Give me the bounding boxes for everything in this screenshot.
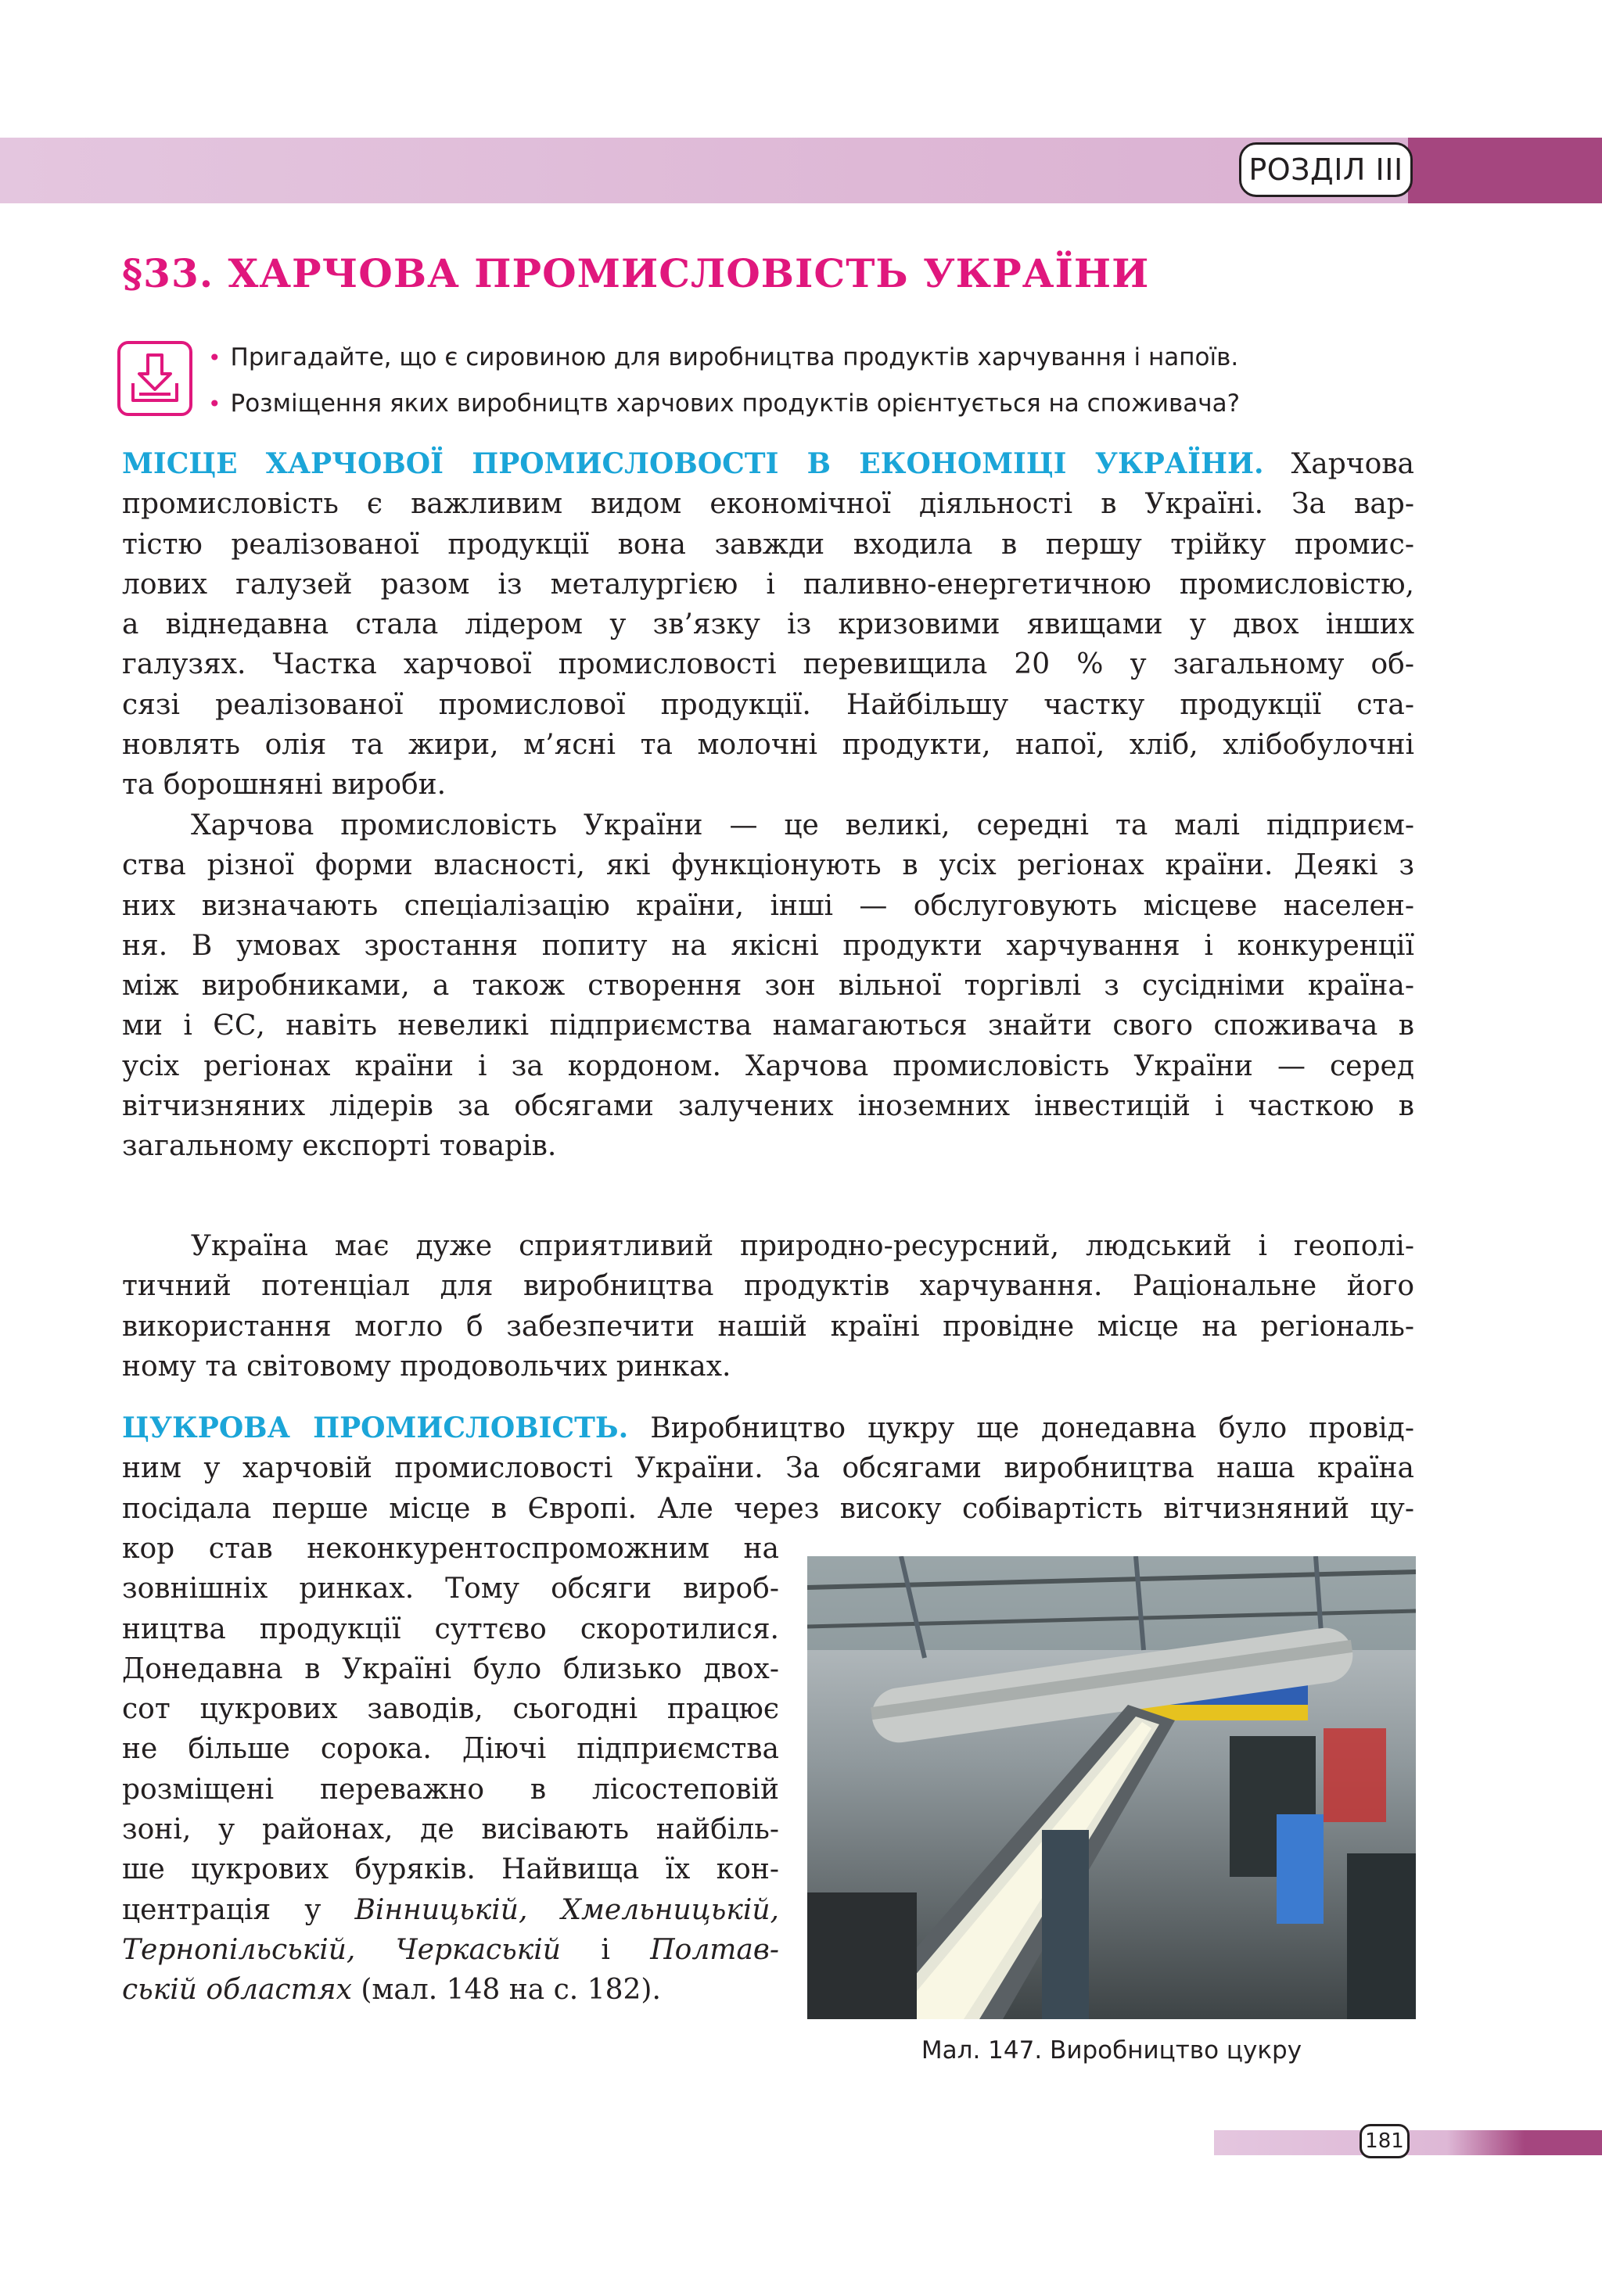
section-1-paragraph-1: МІСЦЕ ХАРЧОВОЇ ПРОМИСЛОВОСТІ В ЕКОНОМІЦІ УКРАЇНИ. Харчова промисловість є важливим видом економічної діяльності в Україні. За вар- тістю реалізованої продукції вона завжди входила в першу трійку промис- лових галузей разом із металургією і паливно-енергетичною промисловістю, а віднедавна стала лідером у зв’язку із кризовими явищами у двох інших галузях. Частка харчової промисловості перевищила 20 % у загальному об- сязі реалізованої промислової продукції. Найбільшу частку продукції ста- новлять олія та жири, м’ясні та молочні продукти, напої, хліб, хлібобулочні та борошняні вироби. xyxy=(122,447,1414,802)
section-heading: ЦУКРОВА ПРОМИСЛОВІСТЬ. xyxy=(122,1412,629,1444)
recall-questions xyxy=(208,335,1381,427)
recall-question: • Пригадайте, що є сировиною для виробництва продуктів харчування і напоїв. xyxy=(208,343,1239,371)
download-tray-icon xyxy=(117,341,192,416)
page-title: §33. ХАРЧОВА ПРОМИСЛОВІСТЬ УКРАЇНИ xyxy=(122,250,1150,296)
section-1-paragraph-2: Харчова промисловість України — це великі, середні та малі підприєм- ства різної форми власності, які функціонують в усіх регіонах країни. Деякі з них визначають спеціалізацію країни, інші — обслуговують місцеве населен- ня. В умовах зростання попиту на якісні продукти харчування і конкуренції між виробниками, а також створення зон вільної торгівлі з сусідніми країна- ми і ЄС, навіть невеликі підприємства намагаються знайти свого споживача в усіх регіонах країни і за кордоном. Харчова промисловість України — серед вітчизняних лідерів за обсягами залучених іноземних інвестицій і часткою в загальному експорті товарів. xyxy=(122,809,1414,1163)
recall-question: • Розміщення яких виробництв харчових продуктів орієнтується на споживача? xyxy=(208,389,1241,418)
page-number: 181 xyxy=(1360,2124,1410,2158)
figure-caption: Мал. 147. Виробництво цукру xyxy=(921,2036,1302,2065)
header-band-accent xyxy=(1408,138,1602,203)
section-1-paragraph-3: Україна має дуже сприятливий природно-ресурсний, людський і геополі- тичний потенціал для виробництва продуктів харчування. Раціональне його використання могло б забезпечити нашій країні провідне місце на регіональ- ному та світовому продовольчих ринках. xyxy=(122,1230,1414,1383)
section-badge: РОЗДІЛ ІІІ xyxy=(1239,142,1413,197)
section-2-paragraph: ЦУКРОВА ПРОМИСЛОВІСТЬ. Виробництво цукру ще донедавна було провід- ним у харчовій промисловості України. За обсягами виробництва наша країна посідала перше місце в Європі. Але через високу собівартість вітчизняний цу- xyxy=(122,1412,1414,1525)
section-2-paragraph-continued: кор став неконкурентоспроможним на зовнішніх ринках. Тому обсяги вироб- ництва продукції суттєво скоротилися. Донедавна в Україні було близько двох- сот цукрових заводів, сьогодні працює не більше сорока. Діючі підприємства розміщені переважно в лісостеповій зоні, у районах, де висівають найбіль- ше цукрових буряків. Найвища їх кон- центрація у Вінницькій, Хмельницькій, Тернопільській, Черкаській і Полтав- ській областях (мал. 148 на с. 182). xyxy=(122,1533,779,2007)
section-heading: МІСЦЕ ХАРЧОВОЇ ПРОМИСЛОВОСТІ В ЕКОНОМІЦІ УКРАЇНИ. xyxy=(122,447,1264,480)
sugar-production-photo xyxy=(807,1556,1416,2019)
